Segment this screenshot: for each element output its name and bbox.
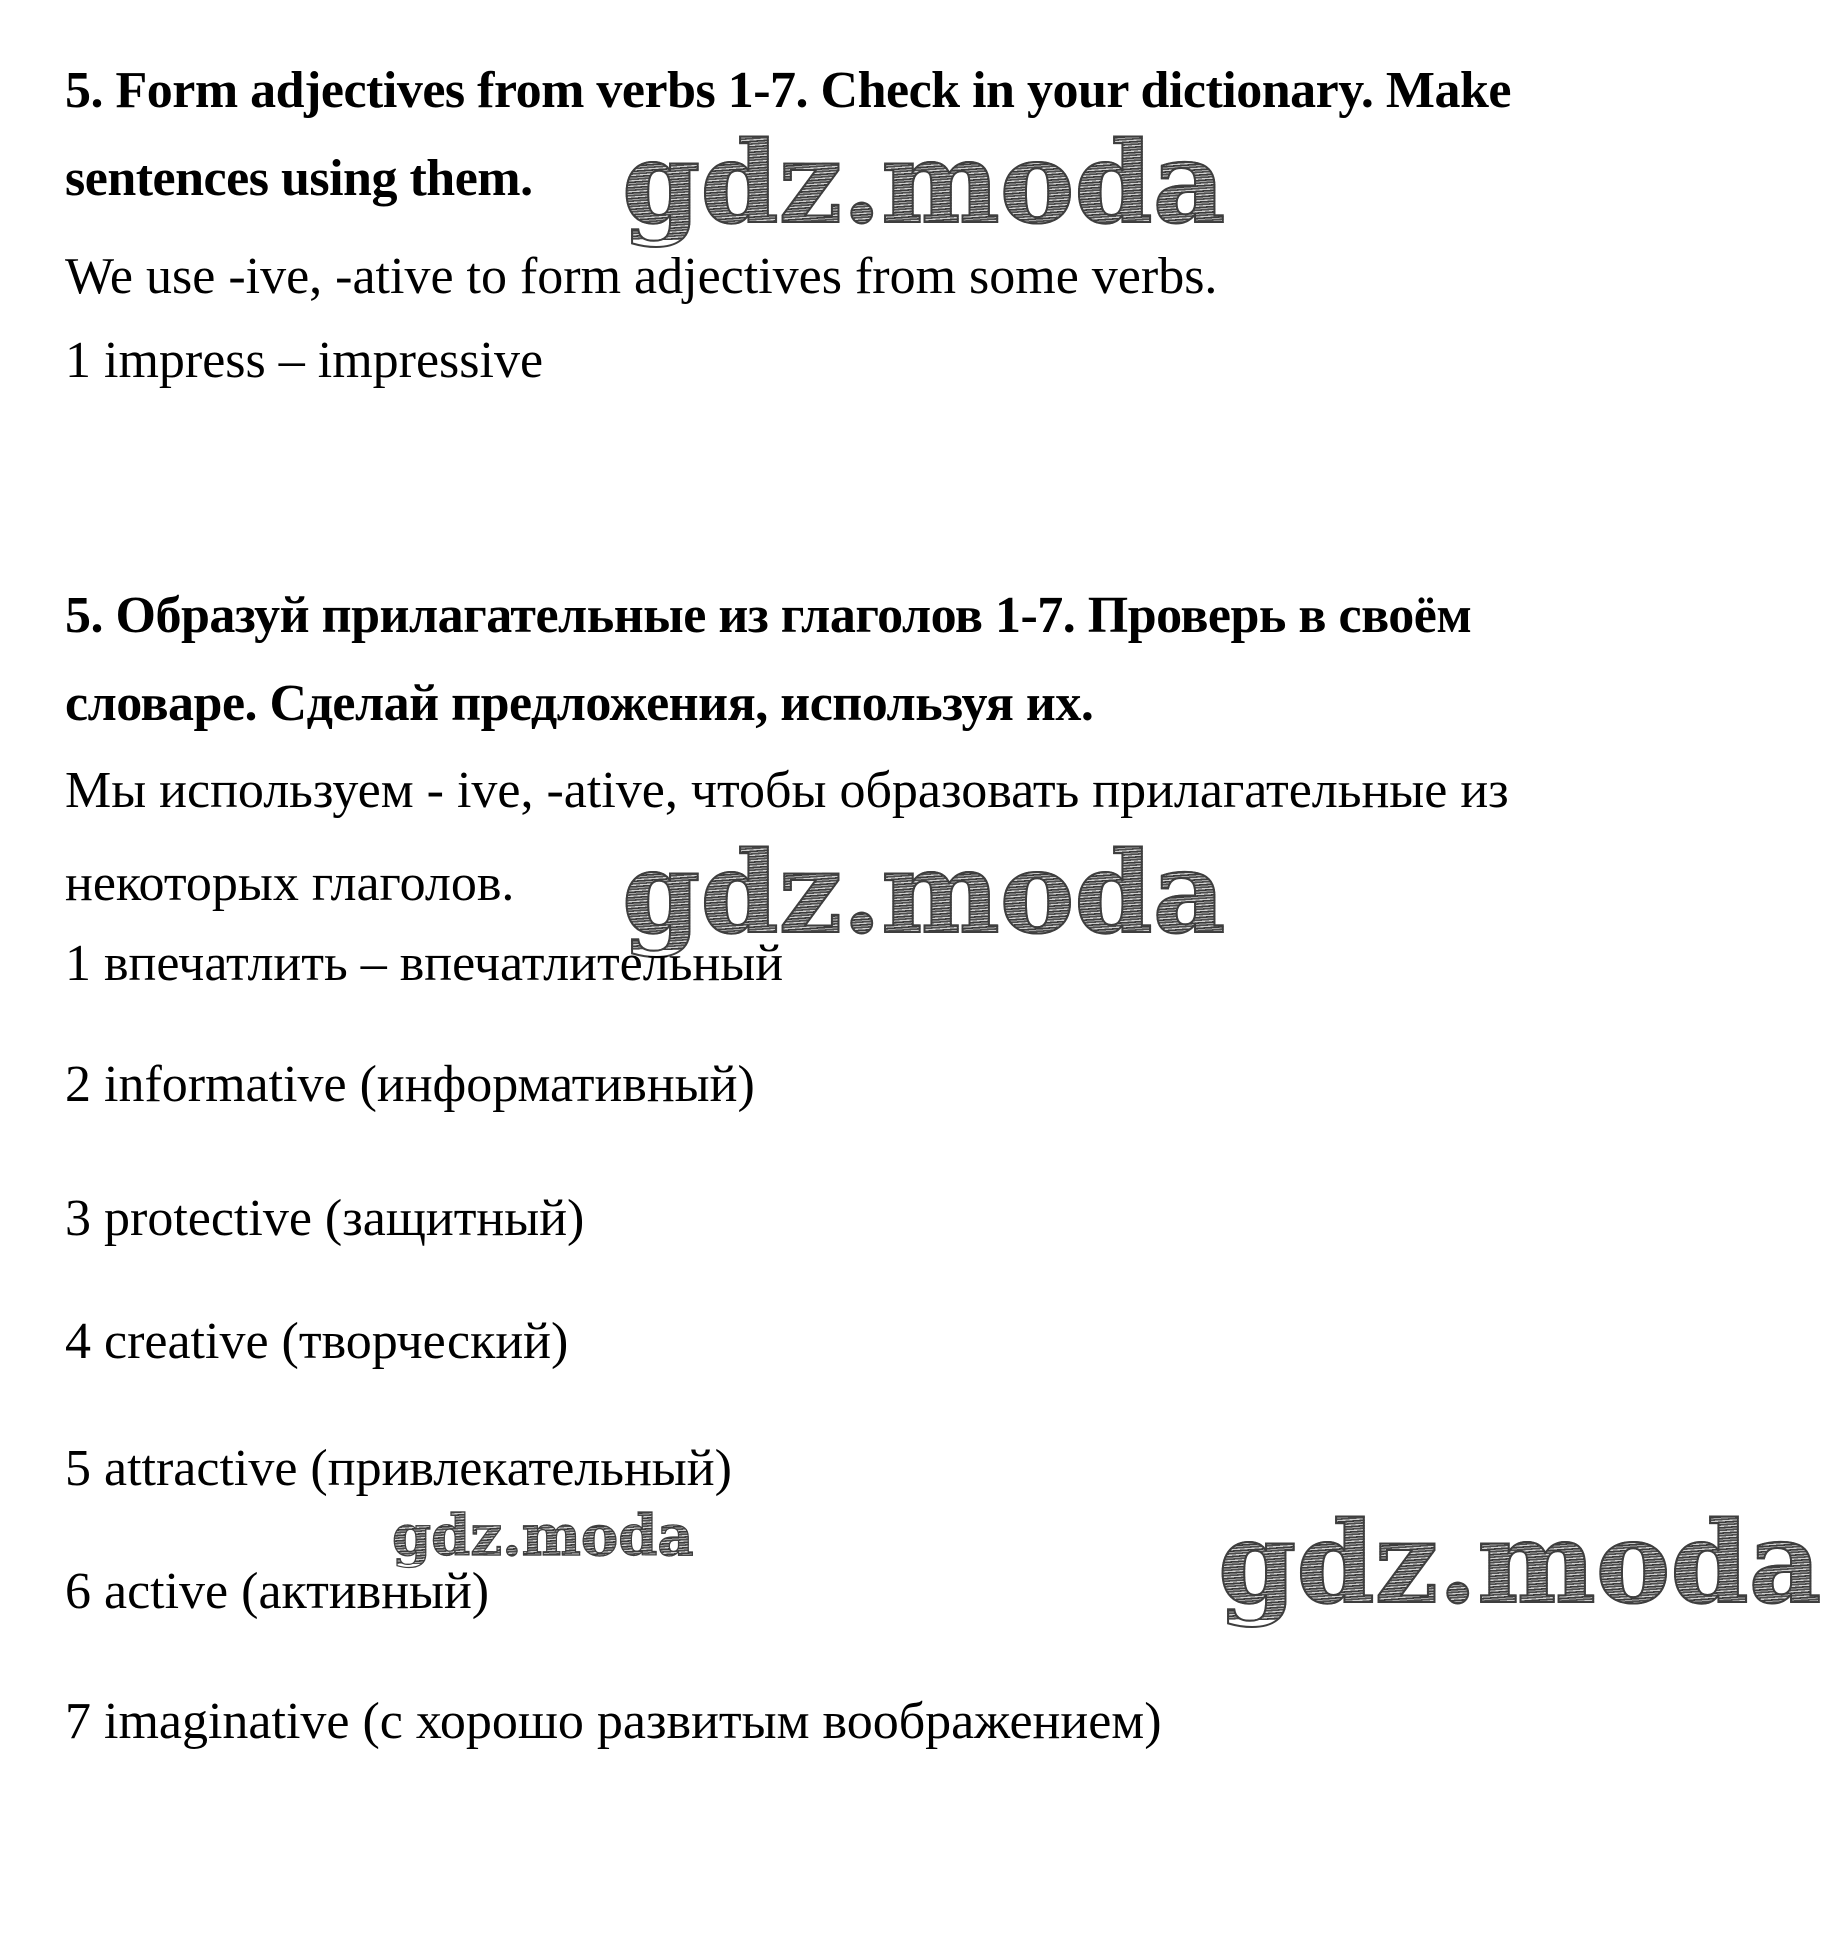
exercise-heading-ru-line2: словаре. Сделай предложения, используя их. bbox=[65, 675, 1094, 732]
gdz-moda-watermark-middle: gdz.moda bbox=[622, 828, 1226, 959]
exercise-heading-en-line2: sentences using them. bbox=[65, 150, 533, 207]
list-item: 2 informative (информативный) bbox=[65, 1056, 755, 1113]
list-item: 4 creative (творческий) bbox=[65, 1313, 569, 1370]
example-item-en: 1 impress – impressive bbox=[65, 332, 544, 389]
list-item: 7 imaginative (с хорошо развитым воображением) bbox=[65, 1693, 1162, 1750]
grammar-rule-ru-line2: некоторых глаголов. bbox=[65, 855, 515, 912]
list-item: 3 protective (защитный) bbox=[65, 1190, 585, 1247]
gdz-moda-watermark-top: gdz.moda bbox=[622, 118, 1226, 249]
list-item: 1 впечатлить – впечатлительный bbox=[65, 935, 784, 992]
gdz-moda-watermark-bottom-right: gdz.moda bbox=[1218, 1498, 1822, 1629]
list-item: 6 active (активный) bbox=[65, 1563, 490, 1620]
exercise-heading-en-line1: 5. Form adjectives from verbs 1-7. Check in your dictionary. Make bbox=[65, 62, 1511, 119]
exercise-heading-ru-line1: 5. Образуй прилагательные из глаголов 1-7. Проверь в своём bbox=[65, 587, 1472, 644]
gdz-moda-watermark-small: gdz.moda bbox=[392, 1503, 694, 1569]
list-item: 5 attractive (привлекательный) bbox=[65, 1440, 732, 1497]
grammar-rule-ru-line1: Мы используем - ive, -ative, чтобы образовать прилагательные из bbox=[65, 762, 1509, 819]
grammar-rule-en: We use -ive, -ative to form adjectives from some verbs. bbox=[65, 248, 1218, 305]
